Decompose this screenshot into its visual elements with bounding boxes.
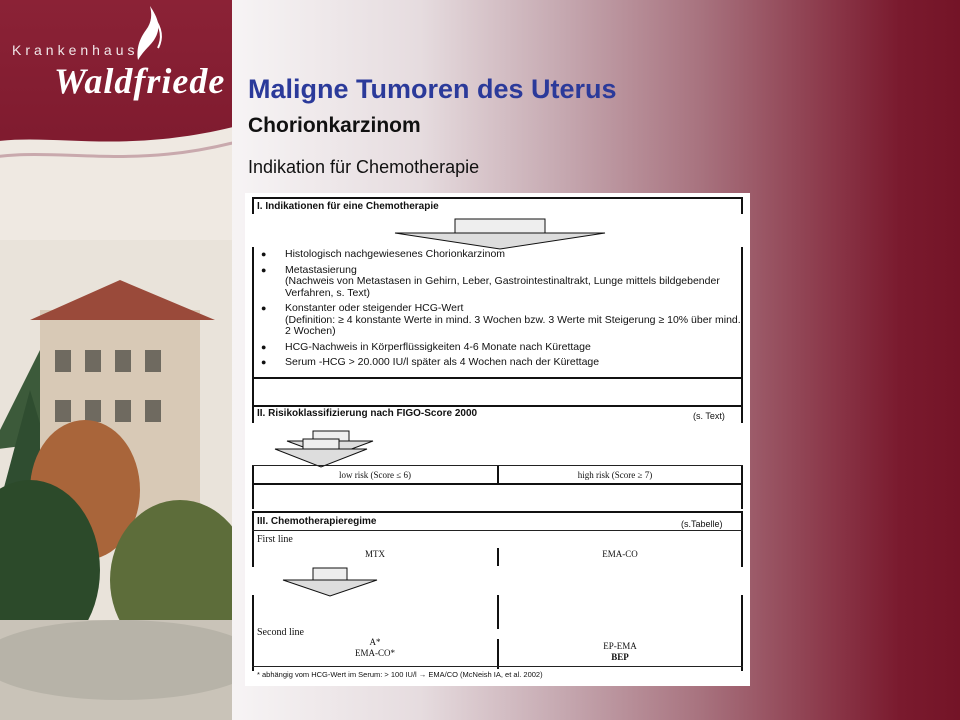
frame-line <box>741 377 743 405</box>
list-item: ● Histologisch nachgewiesenes Chorionkarzinom <box>259 249 749 261</box>
frame-line <box>252 511 254 567</box>
list-item: ● Serum -HCG > 20.000 IU/l später als 4 Wochen nach der Kürettage <box>259 357 749 369</box>
frame-line <box>497 548 499 566</box>
section-3-note: (s.Tabelle) <box>681 519 723 529</box>
frame-line <box>252 465 743 466</box>
frame-line <box>741 197 743 214</box>
section-1-title: I. Indikationen für eine Chemotherapie <box>257 201 439 212</box>
list-item: ● Konstanter oder steigender HCG-Wert (Definition: ≥ 4 konstante Werte in mind. 3 Wochen bzw. 3 Werte mit Steigerung ≥ 10% über mind. 2 Wochen) <box>259 303 749 338</box>
chemotherapy-flowchart <box>245 193 750 686</box>
list-item: ● HCG-Nachweis in Körperflüssigkeiten 4-6 Monate nach Kürettage <box>259 342 749 354</box>
second-line-label: Second line <box>257 627 304 638</box>
frame-line <box>497 465 499 483</box>
frame-line <box>497 639 499 669</box>
logo-text-large: Waldfriede <box>54 61 226 101</box>
frame-line <box>252 197 743 199</box>
slide-title: Maligne Tumoren des Uterus <box>248 74 617 104</box>
frame-line <box>252 595 254 671</box>
frame-line <box>741 511 743 567</box>
frame-line <box>741 595 743 671</box>
frame-line <box>252 511 743 513</box>
frame-line <box>741 465 743 509</box>
frame-line <box>252 197 254 214</box>
first-line-left: MTX <box>365 549 385 559</box>
frame-line <box>252 483 743 485</box>
slide-caption: Indikation für Chemotherapie <box>248 157 480 177</box>
frame-line <box>741 405 743 423</box>
frame-line <box>252 377 743 379</box>
section-3-title: III. Chemotherapieregime <box>257 516 377 527</box>
first-line-right: EMA-CO <box>602 549 638 559</box>
second-line-right-1: EP-EMA <box>603 641 637 651</box>
down-arrow-small-icon <box>275 566 385 598</box>
frame-line <box>252 405 254 423</box>
second-line-left-2: EMA-CO* <box>355 648 395 658</box>
footnote: * abhängig vom HCG-Wert im Serum: > 100 IU/l → EMA/CO (McNeish IA, et al. 2002) <box>257 670 543 679</box>
low-risk-label: low risk (Score ≤ 6) <box>339 470 411 480</box>
second-line-right-2: BEP <box>611 652 629 662</box>
second-line-left-1: A* <box>369 637 381 647</box>
frame-line <box>252 666 743 667</box>
section-2-note: (s. Text) <box>693 411 725 421</box>
frame-line <box>497 595 499 629</box>
first-line-label: First line <box>257 534 293 545</box>
list-item: ● Metastasierung (Nachweis von Metastasen in Gehirn, Leber, Gastrointestinaltrakt, Lunge mittels bildgebender Verfahren, s. Text) <box>259 265 749 300</box>
slide-subtitle: Chorionkarzinom <box>248 114 421 137</box>
double-down-arrow-icon <box>265 429 415 469</box>
left-decor-panel <box>0 0 232 720</box>
section-2-title: II. Risikoklassifizierung nach FIGO-Score 2000 <box>257 408 478 419</box>
frame-line <box>252 405 743 407</box>
frame-line <box>252 247 254 377</box>
frame-line <box>252 530 743 531</box>
indications-list <box>259 249 749 373</box>
high-risk-label: high risk (Score ≥ 7) <box>577 470 653 480</box>
logo-text-small: Krankenhaus <box>12 42 139 58</box>
frame-line <box>252 465 254 509</box>
building-photo <box>0 240 232 720</box>
frame-line <box>252 377 254 405</box>
down-arrow-icon <box>385 217 615 251</box>
